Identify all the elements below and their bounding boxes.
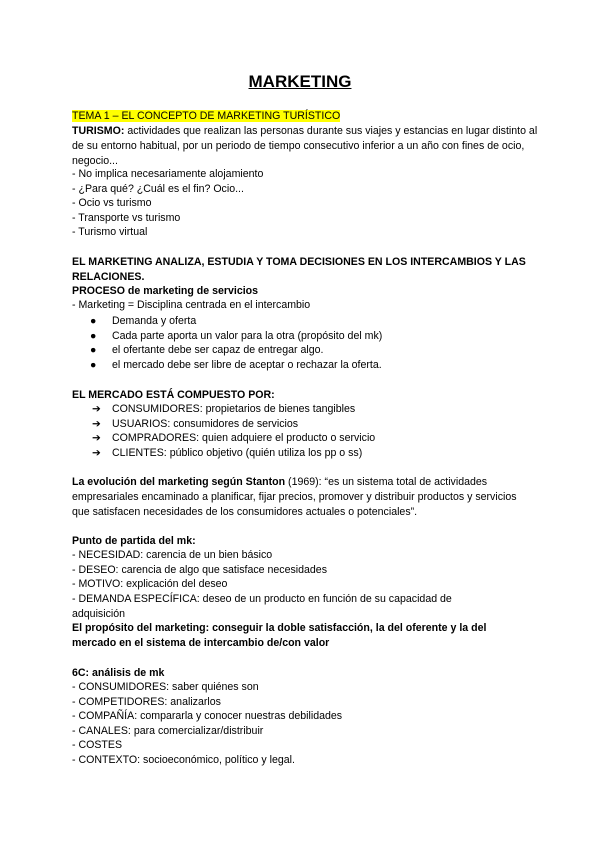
list-item: ● Cada parte aporta un valor para la otra (propósito del mk) [90, 330, 383, 342]
page-title: MARKETING [248, 72, 352, 91]
bullet-icon: ● [90, 315, 97, 327]
list-item: - COSTES [72, 739, 123, 751]
list-item: - Turismo virtual [72, 226, 148, 238]
list-item: ➔ CONSUMIDORES: propietarios de bienes tangibles [92, 403, 356, 415]
list-item: - CANALES: para comercializar/distribuir [72, 725, 264, 737]
list-item: - ¿Para qué? ¿Cuál es el fin? Ocio... [72, 183, 244, 195]
list-item: - MOTIVO: explicación del deseo [72, 578, 228, 590]
turismo-label: TURISMO: [72, 125, 125, 137]
arrow-icon: ➔ [92, 403, 101, 415]
list-item: - CONTEXTO: socioeconómico, político y legal. [72, 754, 295, 766]
list-item: ● el ofertante debe ser capaz de entregar algo. [90, 344, 324, 356]
proceso-heading: PROCESO de marketing de servicios [72, 285, 259, 297]
evolucion-label: La evolución del marketing según Stanton [72, 476, 286, 488]
arrow-icon: ➔ [92, 432, 101, 444]
list-item: - NECESIDAD: carencia de un bien básico [72, 549, 273, 561]
list-item: - DEMANDA ESPECÍFICA: deseo de un producto en función de su capacidad de adquisición [72, 593, 452, 620]
list-item: - COMPETIDORES: analizarlos [72, 696, 221, 708]
list-item: ➔ COMPRADORES: quien adquiere el producto o servicio [92, 432, 376, 444]
tema-highlight: TEMA 1 – EL CONCEPTO DE MARKETING TURÍSTICO [72, 110, 341, 122]
list-item: ➔ CLIENTES: público objetivo (quién utiliza los pp o ss) [92, 447, 363, 459]
list-item: ➔ USUARIOS: consumidores de servicios [92, 418, 299, 430]
section-heading-tema [72, 109, 340, 124]
proposito-statement: El propósito del marketing: conseguir la doble satisfacción, la del oferente y la del mercado en el sistema de intercambio de/con valor [72, 622, 487, 649]
evolucion-text: (1969): “es un sistema total de actividades empresariales encaminado a planificar, fijar precios, promover y distribuir productos y servicios que satisfacen necesidades de los consumidores actuales o potenciales”. [72, 476, 517, 518]
bullet-icon: ● [90, 344, 97, 356]
list-item: - Transporte vs turismo [72, 212, 181, 224]
mercado-heading: EL MERCADO ESTÁ COMPUESTO POR: [72, 389, 275, 401]
heading-analiza: EL MARKETING ANALIZA, ESTUDIA Y TOMA DECISIONES EN LOS INTERCAMBIOS Y LAS RELACIONES. [72, 256, 526, 283]
list-item: - DESEO: carencia de algo que satisface necesidades [72, 564, 327, 576]
turismo-text: actividades que realizan las personas durante sus viajes y estancias en lugar distinto al de su entorno habitual, por un periodo de tiempo consecutivo inferior a un año con fines de ocio, negocio... [72, 125, 538, 167]
list-item: - Ocio vs turismo [72, 197, 152, 209]
seis-c-heading: 6C: análisis de mk [72, 667, 165, 679]
arrow-icon: ➔ [92, 418, 101, 430]
turismo-definition [72, 124, 542, 169]
proceso-intro: - Marketing = Disciplina centrada en el intercambio [72, 299, 311, 311]
list-item: ● Demanda y oferta [90, 315, 197, 327]
list-item: - COMPAÑÍA: compararla y conocer nuestras debilidades [72, 710, 343, 722]
arrow-icon: ➔ [92, 447, 101, 459]
bullet-icon: ● [90, 330, 97, 342]
evolucion-paragraph [72, 475, 532, 520]
list-item: ● el mercado debe ser libre de aceptar o rechazar la oferta. [90, 359, 382, 371]
list-item: - CONSUMIDORES: saber quiénes son [72, 681, 259, 693]
list-item: - No implica necesariamente alojamiento [72, 168, 264, 180]
punto-heading: Punto de partida del mk: [72, 535, 196, 547]
bullet-icon: ● [90, 359, 97, 371]
